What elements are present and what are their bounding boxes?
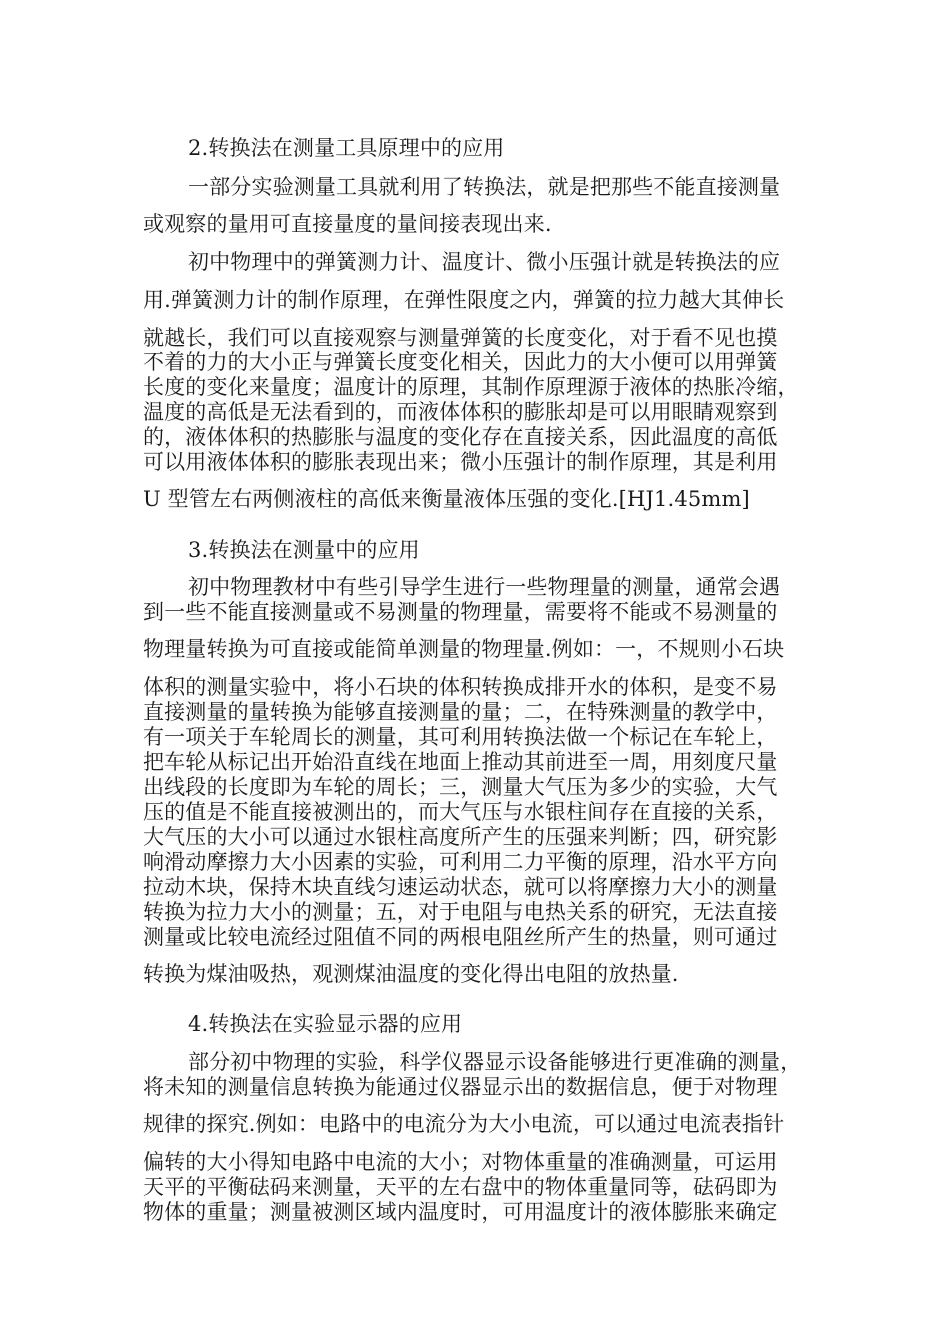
text-line: 就越长，我们可以直接观察与测量弹簧的长度变化，对于看不见也摸: [143, 326, 778, 350]
text-line: 用.弹簧测力计的制作原理，在弹性限度之内，弹簧的拉力越大其伸长: [143, 288, 785, 312]
text-line: 转换为拉力大小的测量；五，对于电阻与电热关系的研究，无法直接: [143, 900, 778, 924]
text-line: 不着的力的大小正与弹簧长度变化相关，因此力的大小便可以用弹簧: [143, 350, 778, 374]
text-line: 或观察的量用可直接量度的量间接表现出来.: [143, 212, 552, 236]
text-line: 初中物理教材中有些引导学生进行一些物理量的测量，通常会遇: [188, 575, 781, 599]
section-heading: 4.转换法在实验显示器的应用: [188, 1012, 463, 1036]
text-line: 物体的重量；测量被测区域内温度时，可用温度计的液体膨胀来确定: [143, 1200, 778, 1224]
text-line: 可以用液体体积的膨胀表现出来；微小压强计的制作原理，其是利用: [143, 450, 778, 474]
text-line: 大气压的大小可以通过水银柱高度所产生的压强来判断；四，研究影: [143, 825, 778, 849]
text-line: 长度的变化来量度；温度计的原理，其制作原理源于液体的热胀冷缩，: [143, 375, 799, 399]
section-heading: 3.转换法在测量中的应用: [188, 538, 420, 562]
text-line: 初中物理中的弹簧测力计、温度计、微小压强计就是转换法的应: [188, 250, 781, 274]
text-line: 响滑动摩擦力大小因素的实验，可利用二力平衡的原理，沿水平方向: [143, 850, 778, 874]
text-line: U 型管左右两侧液柱的高低来衡量液体压强的变化.[HJ1.45mm]: [143, 487, 750, 511]
text-line: 温度的高低是无法看到的，而液体体积的膨胀却是可以用眼睛观察到: [143, 400, 778, 424]
text-line: 一部分实验测量工具就利用了转换法，就是把那些不能直接测量: [188, 175, 781, 199]
text-line: 直接测量的量转换为能够直接测量的量；二，在特殊测量的教学中，: [143, 700, 778, 724]
text-line: 有一项关于车轮周长的测量，其可利用转换法做一个标记在车轮上，: [143, 725, 778, 749]
text-line: 到一些不能直接测量或不易测量的物理量，需要将不能或不易测量的: [143, 600, 778, 624]
text-line: 部分初中物理的实验，科学仪器显示设备能够进行更准确的测量，: [188, 1050, 802, 1074]
text-line: 物理量转换为可直接或能简单测量的物理量.例如：一，不规则小石块: [143, 637, 785, 661]
text-line: 规律的探究.例如：电路中的电流分为大小电流，可以通过电流表指针: [143, 1112, 785, 1136]
text-line: 出线段的长度即为车轮的周长；三，测量大气压为多少的实验，大气: [143, 775, 778, 799]
text-line: 拉动木块，保持木块直线匀速运动状态，就可以将摩擦力大小的测量: [143, 875, 778, 899]
text-line: 将未知的测量信息转换为能通过仪器显示出的数据信息，便于对物理: [143, 1075, 778, 1099]
text-line: 体积的测量实验中，将小石块的体积转换成排开水的体积，是变不易: [143, 675, 778, 699]
text-line: 转换为煤油吸热，观测煤油温度的变化得出电阻的放热量.: [143, 962, 679, 986]
section-heading: 2.转换法在测量工具原理中的应用: [188, 136, 505, 160]
text-line: 偏转的大小得知电路中电流的大小；对物体重量的准确测量，可运用: [143, 1150, 778, 1174]
text-line: 天平的平衡砝码来测量，天平的左右盘中的物体重量同等，砝码即为: [143, 1175, 778, 1199]
text-line: 把车轮从标记出开始沿直线在地面上推动其前进至一周，用刻度尺量: [143, 750, 778, 774]
text-line: 压的值是不能直接被测出的，而大气压与水银柱间存在直接的关系，: [143, 800, 778, 824]
text-line: 测量或比较电流经过阻值不同的两根电阻丝所产生的热量，则可通过: [143, 925, 778, 949]
text-line: 的，液体体积的热膨胀与温度的变化存在直接关系，因此温度的高低: [143, 425, 778, 449]
